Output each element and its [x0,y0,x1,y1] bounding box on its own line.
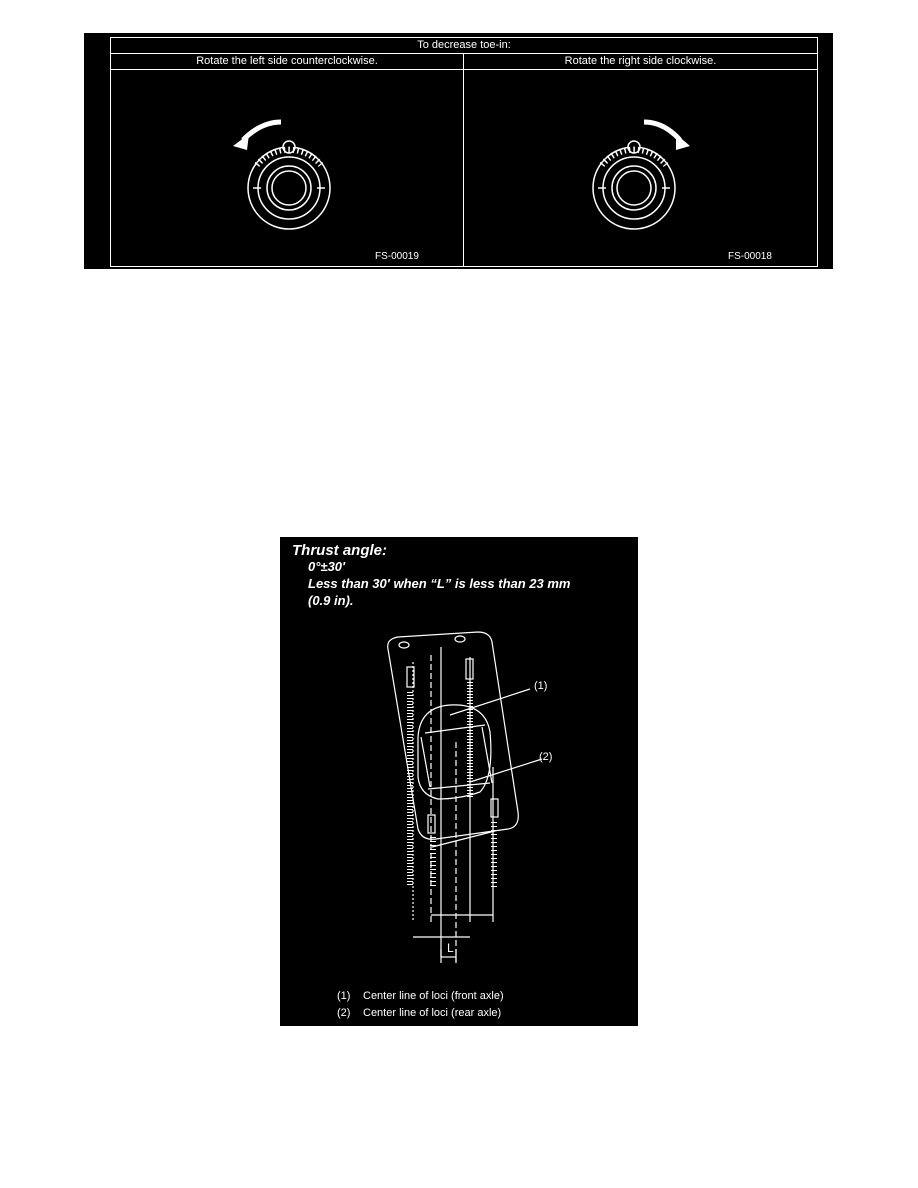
left-side-label: Rotate the left side counterclockwise. [111,54,464,70]
toe-in-table [110,37,818,267]
right-figure-code: FS-00018 [728,251,772,262]
left-adjuster-dial-icon [111,70,463,266]
right-side-label: Rotate the right side clockwise. [464,54,818,70]
legend-item-1: (1) Center line of loci (front axle) [337,990,504,1002]
legend-item-2: (2) Center line of loci (rear axle) [337,1007,502,1019]
spec-line-1: 0°±30′ [308,559,346,574]
dimension-label: L [447,941,454,955]
spec-line-3: (0.9 in). [308,593,354,608]
figure-title: Thrust angle: [292,542,388,559]
left-dial-cell [111,70,464,267]
right-dial-cell [464,70,818,267]
callout-1: (1) [534,680,548,692]
left-figure-code: FS-00019 [375,251,419,262]
table-header: To decrease toe-in: [111,38,818,54]
right-adjuster-dial-icon [464,70,818,266]
spec-line-2: Less than 30′ when “L” is less than 23 mm [308,576,571,591]
toe-in-adjustment-figure [84,33,833,269]
callout-2: (2) [539,751,553,763]
thrust-angle-diagram [280,537,638,1026]
thrust-angle-figure [280,537,638,1026]
